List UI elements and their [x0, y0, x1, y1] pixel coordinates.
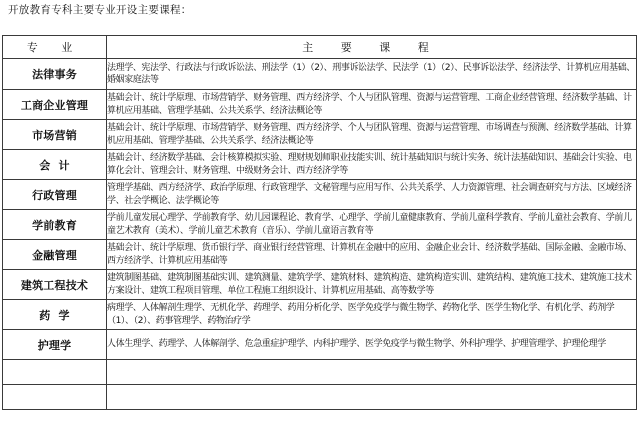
- major-name: 建筑工程技术: [3, 270, 107, 300]
- major-column-header: 专 业: [3, 36, 107, 59]
- table-row: [3, 90, 637, 120]
- course-list: 基础会计、统计学原理、市场营销学、财务管理、西方经济学、个人与团队管理、资源与运营管理、工商企业经营管理、经济数学基础、计算机应用基础、管理学基础、公共关系学、经济法概论等: [107, 90, 637, 120]
- course-list: 病理学、人体解剖生理学、无机化学、药理学、药用分析化学、医学免疫学与微生物学、药物化学、医学生物化学、有机化学、药剂学（1）、（2）、药事管理学、药物治疗学: [107, 300, 637, 330]
- table-row: [3, 120, 637, 150]
- empty-cell: [3, 360, 107, 385]
- empty-row: [3, 360, 637, 385]
- empty-cell: [107, 360, 637, 385]
- major-name: 护理学: [3, 330, 107, 360]
- major-name: 学前教育: [3, 210, 107, 240]
- courses-column-header: 主 要 课 程: [107, 36, 637, 59]
- course-list: 基础会计、经济数学基础、会计核算模拟实验、理财规划师职业技能实训、统计基础知识与统计实务、统计法基础知识、基础会计实验、电算化会计、管理会计、财务管理、中级财务会计、西方经济学等: [107, 150, 637, 180]
- course-list: 人体生理学、药理学、人体解剖学、危急重症护理学、内科护理学、医学免疫学与微生物学、外科护理学、护理管理学、护理伦理学: [107, 330, 637, 360]
- course-list: 基础会计、统计学原理、货币银行学、商业银行经营管理、计算机在金融中的应用、金融企业会计、经济数学基础、国际金融、金融市场、西方经济学、计算机应用基础等: [107, 240, 637, 270]
- table-row: [3, 180, 637, 210]
- course-list: 建筑制图基础、建筑制图基础实训、建筑测量、建筑学学、建筑材料、建筑构造、建筑构造实训、建筑结构、建筑施工技术、建筑施工技术方案设计、建筑工程项目管理、单位工程施工组织设计、计算机应用基础、高等数学等: [107, 270, 637, 300]
- major-name: 药 学: [3, 300, 107, 330]
- table-row: [3, 270, 637, 300]
- empty-row: [3, 385, 637, 410]
- table-row: [3, 210, 637, 240]
- page-title: 开放教育专科主要专业开设主要课程：: [8, 4, 192, 16]
- major-name: 工商企业管理: [3, 90, 107, 120]
- empty-cell: [3, 385, 107, 410]
- course-list: 管理学基础、西方经济学、政治学原理、行政管理学、文秘管理与应用写作、公共关系学、人力资源管理、社会调查研究与方法、区域经济学、社会学概论、法学概论等: [107, 180, 637, 210]
- table-row: [3, 300, 637, 330]
- course-table: [2, 35, 637, 410]
- table-row: [3, 150, 637, 180]
- major-name: 市场营销: [3, 120, 107, 150]
- table-header-row: [3, 36, 637, 59]
- table-row: [3, 59, 637, 90]
- course-list: 学前儿童发展心理学、学前教育学、幼儿园课程论、教育学、心理学、学前儿童健康教育、学前儿童科学教育、学前儿童社会教育、学前儿童艺术教育（美术）、学前儿童艺术教育（音乐）、学前儿童语言教育等: [107, 210, 637, 240]
- table-row: [3, 330, 637, 360]
- table-row: [3, 240, 637, 270]
- major-name: 金融管理: [3, 240, 107, 270]
- empty-cell: [107, 385, 637, 410]
- course-list: 法理学、宪法学、行政法与行政诉讼法、刑法学（1）（2）、刑事诉讼法学、民法学（1）（2）、民事诉讼法学、经济法学、计算机应用基础、婚姻家庭法等: [107, 59, 637, 90]
- major-name: 法律事务: [3, 59, 107, 90]
- major-name: 会 计: [3, 150, 107, 180]
- course-list: 基础会计、统计学原理、市场营销学、财务管理、西方经济学、个人与团队管理、资源与运营管理、市场调查与预测、经济数学基础、计算机应用基础、管理学基础、公共关系学、经济法概论等: [107, 120, 637, 150]
- major-name: 行政管理: [3, 180, 107, 210]
